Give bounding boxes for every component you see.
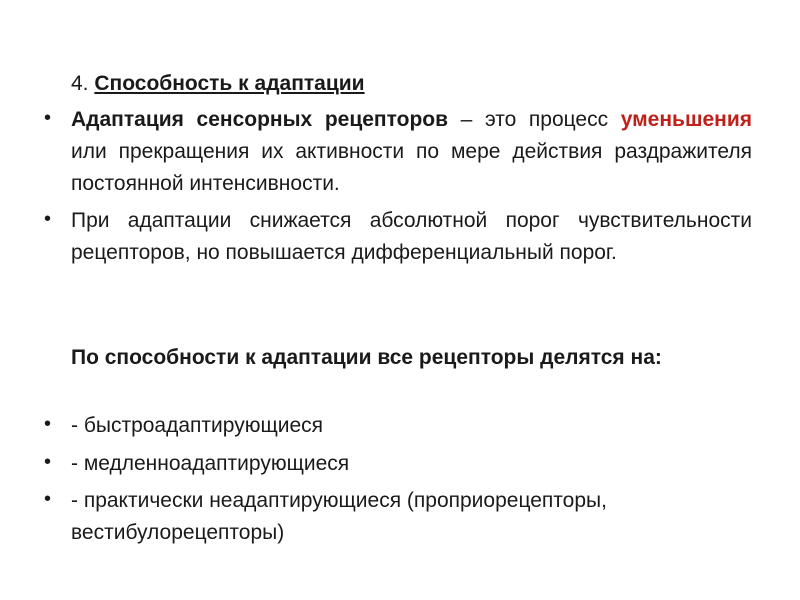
- term-sensor-adaptation: Адаптация сенсорных рецепторов: [71, 108, 449, 131]
- bullet-marker: •: [44, 413, 52, 435]
- receptor-classification-heading: [71, 342, 671, 374]
- paragraph1-text-part1: – это процесс: [448, 108, 621, 131]
- list-item-text: - медленноадаптирующиеся: [71, 452, 350, 475]
- heading-title: Способность к адаптации: [94, 72, 365, 95]
- paragraph1-text-part2: или прекращения их активности по мере действия раздражителя постоянной интенсивности.: [71, 140, 752, 195]
- heading-number: 4.: [71, 72, 89, 95]
- paragraph2-text: При адаптации снижается абсолютной порог чувствительности рецепторов, но повышается дифференциальный порог.: [71, 209, 752, 264]
- highlight-word: уменьшения: [620, 108, 752, 131]
- slide-heading: [71, 70, 365, 98]
- bullet-marker: •: [44, 488, 52, 510]
- subheading-text: По способности к адаптации все рецепторы делятся на:: [71, 346, 662, 369]
- bullet-marker: •: [44, 451, 52, 473]
- paragraph-adaptation-definition: [71, 104, 752, 200]
- list-item: [71, 410, 752, 442]
- list-item-text: - практически неадаптирующиеся (проприорецепторы, вестибулорецепторы): [71, 489, 607, 544]
- paragraph-thresholds: [71, 205, 752, 269]
- bullet-marker: •: [44, 208, 52, 230]
- list-item: [71, 485, 752, 549]
- list-item-text: - быстроадаптирующиеся: [71, 414, 324, 437]
- list-item: [71, 448, 752, 480]
- bullet-marker: •: [44, 107, 52, 129]
